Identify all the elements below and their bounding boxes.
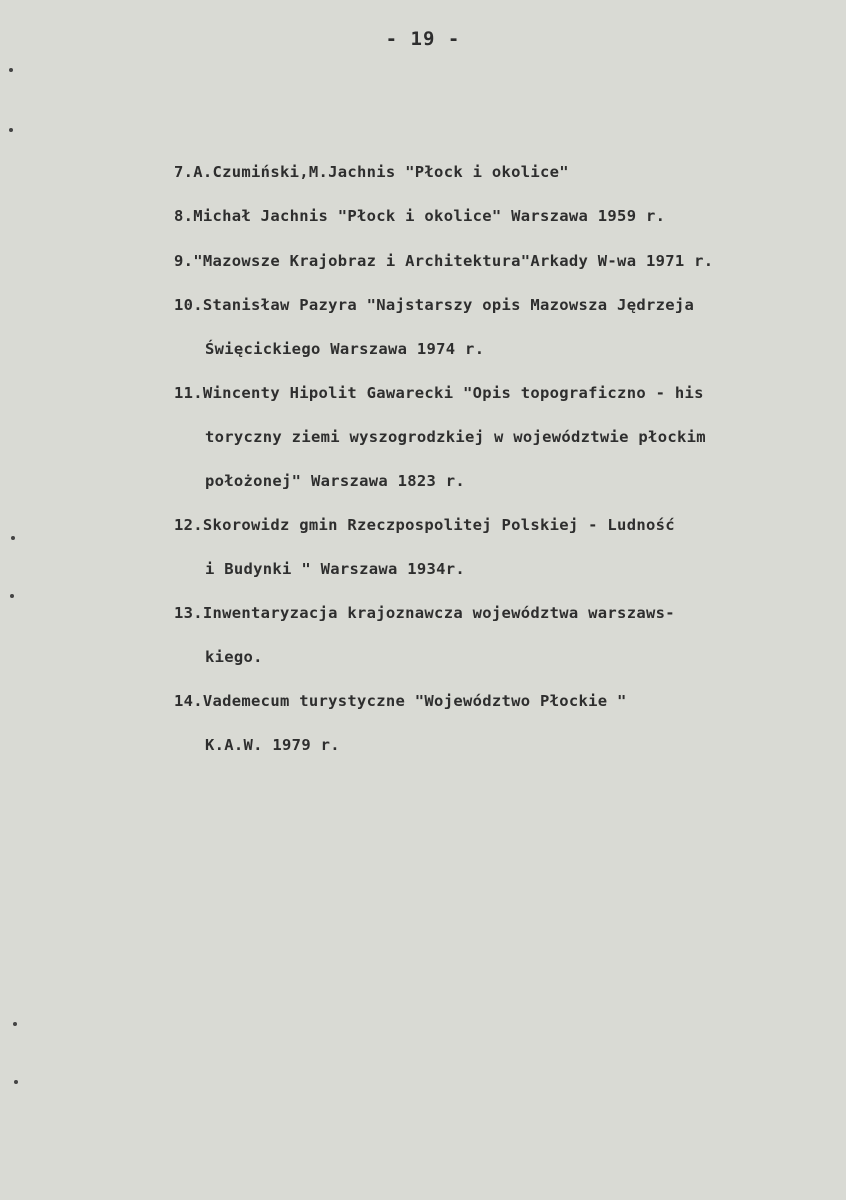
bibliography-entry-14-continued: K.A.W. 1979 r. [205,736,340,754]
margin-mark [10,594,14,598]
margin-mark [14,1080,18,1084]
bibliography-entry-14: 14.Vademecum turystyczne "Województwo Płockie " [174,692,627,710]
page-number: - 19 - [385,28,461,50]
bibliography-entry-7: 7.A.Czumiński,M.Jachnis "Płock i okolice" [174,163,569,181]
bibliography-entry-13: 13.Inwentaryzacja krajoznawcza województwa warszaws- [174,604,675,622]
bibliography-entry-9: 9."Mazowsze Krajobraz i Architektura"Arkady W-wa 1971 r. [174,252,714,270]
bibliography-entry-11: 11.Wincenty Hipolit Gawarecki "Opis topograficzno - his [174,384,704,402]
bibliography-entry-11-continued: toryczny ziemi wyszogrodzkiej w województwie płockim [205,428,706,446]
bibliography-entry-10: 10.Stanisław Pazyra "Najstarszy opis Mazowsza Jędrzeja [174,296,695,314]
margin-mark [13,1022,17,1026]
bibliography-entry-12: 12.Skorowidz gmin Rzeczpospolitej Polskiej - Ludność [174,516,675,534]
bibliography-entry-12-continued: i Budynki " Warszawa 1934r. [205,560,466,578]
bibliography-entry-13-continued: kiego. [205,648,263,666]
bibliography-entry-10-continued: Święcickiego Warszawa 1974 r. [205,340,485,358]
bibliography-entry-11-continued: położonej" Warszawa 1823 r. [205,472,466,490]
margin-mark [9,128,13,132]
margin-mark [11,536,15,540]
margin-mark [9,68,13,72]
bibliography-entry-8: 8.Michał Jachnis "Płock i okolice" Warszawa 1959 r. [174,207,666,225]
